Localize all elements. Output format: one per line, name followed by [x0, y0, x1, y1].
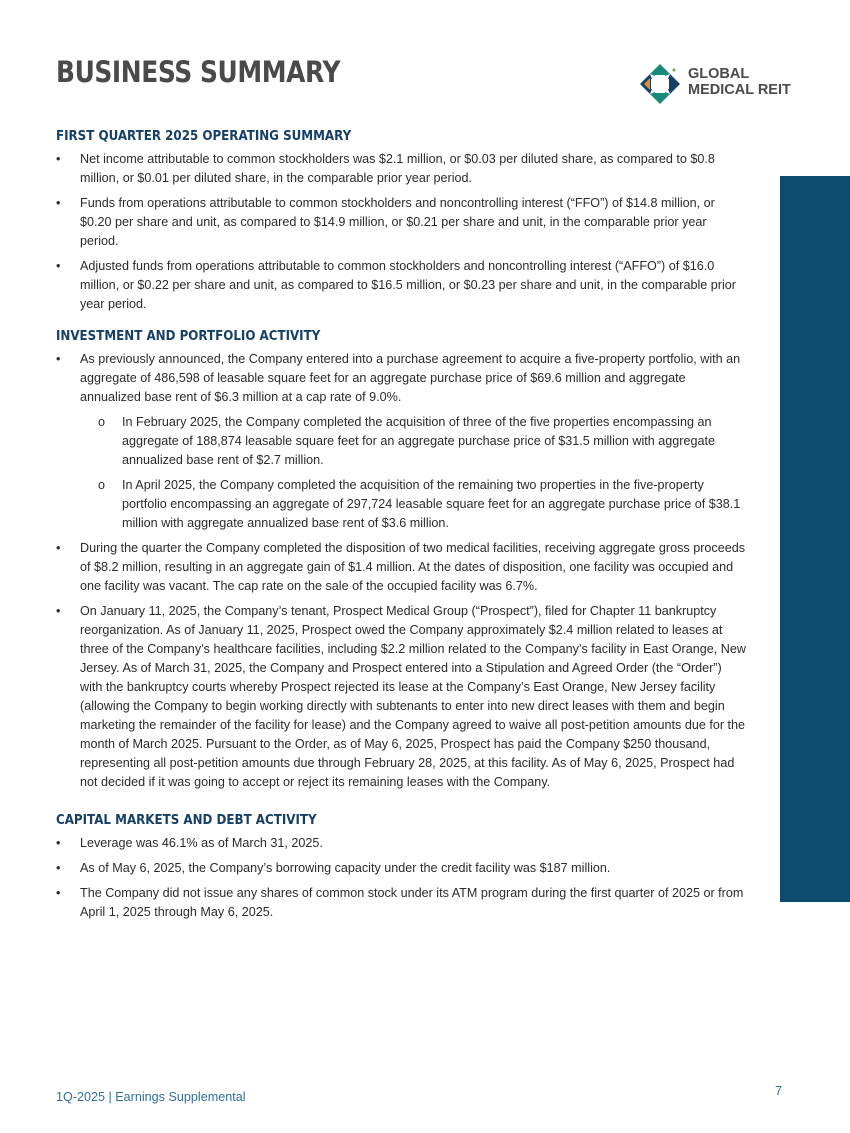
- summary-content: [56, 128, 746, 928]
- logo-text-line2: MEDICAL REIT: [688, 82, 791, 98]
- page-title: BUSINESS SUMMARY: [56, 55, 341, 89]
- bullet-icon: •: [56, 886, 61, 900]
- list-item: • On January 11, 2025, the Company’s tenant, Prospect Medical Group (“Prospect”), filed for Chapter 11 bankruptcy reorganization. As of January 11, 2025, Prospect owed the Company approximately $2.4 million related to leases at three of the Company’s healthcare facilities, including $2.2 million related to the Company’s facility in East Orange, New Jersey. As of March 31, 2025, the Company and Prospect entered into a Stipulation and Agreed Order (the “Order”) with the bankruptcy courts whereby Prospect rejected its lease at the Company’s East Orange, New Jersey facility (allowing the Company to begin working directly with subtenants to enter into new direct leases with them and begin marketing the remainder of the facility for lease) and the Company agreed to waive all post-petition amounts due for the month of March 2025. Pursuant to the Order, as of May 6, 2025, Prospect has paid the Company $250 thousand, representing all post-petition amounts due through February 28, 2025, at this facility. As of May 6, 2025, Prospect had not decided if it was going to accept or reject its remaining leases with the Company.: [56, 604, 746, 789]
- investment-activity-section: [56, 328, 746, 792]
- footer-label: 1Q-2025 | Earnings Supplemental: [56, 1090, 246, 1104]
- logo-cross-icon: [636, 60, 684, 108]
- list-item: • As of May 6, 2025, the Company’s borrowing capacity under the credit facility was $187 million.: [56, 859, 746, 878]
- bullet-list: [56, 150, 746, 314]
- bullet-list: [56, 350, 746, 792]
- sub-bullet-icon: o: [98, 415, 106, 429]
- list-item: • Leverage was 46.1% as of March 31, 2025.: [56, 834, 746, 853]
- page-number: 7: [775, 1084, 783, 1098]
- bullet-icon: •: [56, 604, 61, 618]
- list-item: • The Company did not issue any shares of common stock under its ATM program during the first quarter of 2025 or from April 1, 2025 through May 6, 2025.: [56, 886, 744, 919]
- logo-text-line1: GLOBAL: [688, 66, 750, 82]
- list-item: • As previously announced, the Company entered into a purchase agreement to acquire a five-property portfolio, with an aggregate of 486,598 of leasable square feet for an aggregate purchase price of $69.6 million and aggregate annualized base rent of $6.3 million at a cap rate of 9.0%. o In February 2025, the Company completed the acquisition of three of the five properties encompassing an aggregate of 188,874 leasable square feet for an aggregate purchase price of $31.5 million with aggregate annualized base rent of $2.7 million. o In April 2025, the Company completed the acquisition of the remaining two properties in the five-property portfolio encompassing an aggregate of 297,724 leasable square feet for an aggregate purchase price of $38.1 million with aggregate annualized base rent of $3.6 million.: [56, 350, 746, 533]
- bullet-icon: •: [56, 352, 61, 366]
- bullet-icon: •: [56, 861, 61, 875]
- bullet-list: [56, 834, 746, 922]
- capital-markets-section: [56, 812, 746, 922]
- sub-bullet-icon: o: [98, 478, 106, 492]
- operating-summary-section: [56, 128, 746, 314]
- section-heading: INVESTMENT AND PORTFOLIO ACTIVITY: [56, 328, 321, 344]
- bullet-icon: •: [56, 152, 61, 166]
- list-item: • Net income attributable to common stockholders was $2.1 million, or $0.03 per diluted share, as compared to $0.8 million, or $0.01 per diluted share, in the comparable prior year period.: [56, 152, 715, 185]
- company-logo: [636, 60, 796, 108]
- side-accent-bar: [780, 176, 850, 902]
- bullet-icon: •: [56, 259, 61, 273]
- section-heading: CAPITAL MARKETS AND DEBT ACTIVITY: [56, 812, 317, 828]
- sub-bullet-list: [56, 413, 746, 533]
- list-item: • Adjusted funds from operations attributable to common stockholders and noncontrolling interest (“AFFO”) of $16.0 million, or $0.22 per share and unit, as compared to $16.5 million, or $0.23 per share and unit, in the comparable prior year period.: [56, 259, 736, 311]
- list-item: • Funds from operations attributable to common stockholders and noncontrolling interest (“FFO”) of $14.8 million, or $0.20 per share and unit, as compared to $14.9 million, or $0.21 per share and unit, in the comparable prior year period.: [56, 196, 715, 248]
- sub-list-item: o In April 2025, the Company completed the acquisition of the remaining two properties in the five-property portfolio encompassing an aggregate of 297,724 leasable square feet for an aggregate purchase price of $38.1 million with aggregate annualized base rent of $3.6 million.: [98, 478, 741, 530]
- bullet-icon: •: [56, 836, 61, 850]
- bullet-icon: •: [56, 196, 61, 210]
- section-heading: FIRST QUARTER 2025 OPERATING SUMMARY: [56, 128, 352, 144]
- sub-list-item: o In February 2025, the Company completed the acquisition of three of the five properties encompassing an aggregate of 188,874 leasable square feet for an aggregate purchase price of $31.5 million with aggregate annualized base rent of $2.7 million.: [98, 415, 716, 467]
- bullet-icon: •: [56, 541, 61, 555]
- list-item: • During the quarter the Company completed the disposition of two medical facilities, receiving aggregate gross proceeds of $8.2 million, resulting in an aggregate gain of $1.4 million. At the dates of disposition, one facility was occupied and one facility was vacant. The cap rate on the sale of the occupied facility was 6.7%.: [56, 541, 746, 593]
